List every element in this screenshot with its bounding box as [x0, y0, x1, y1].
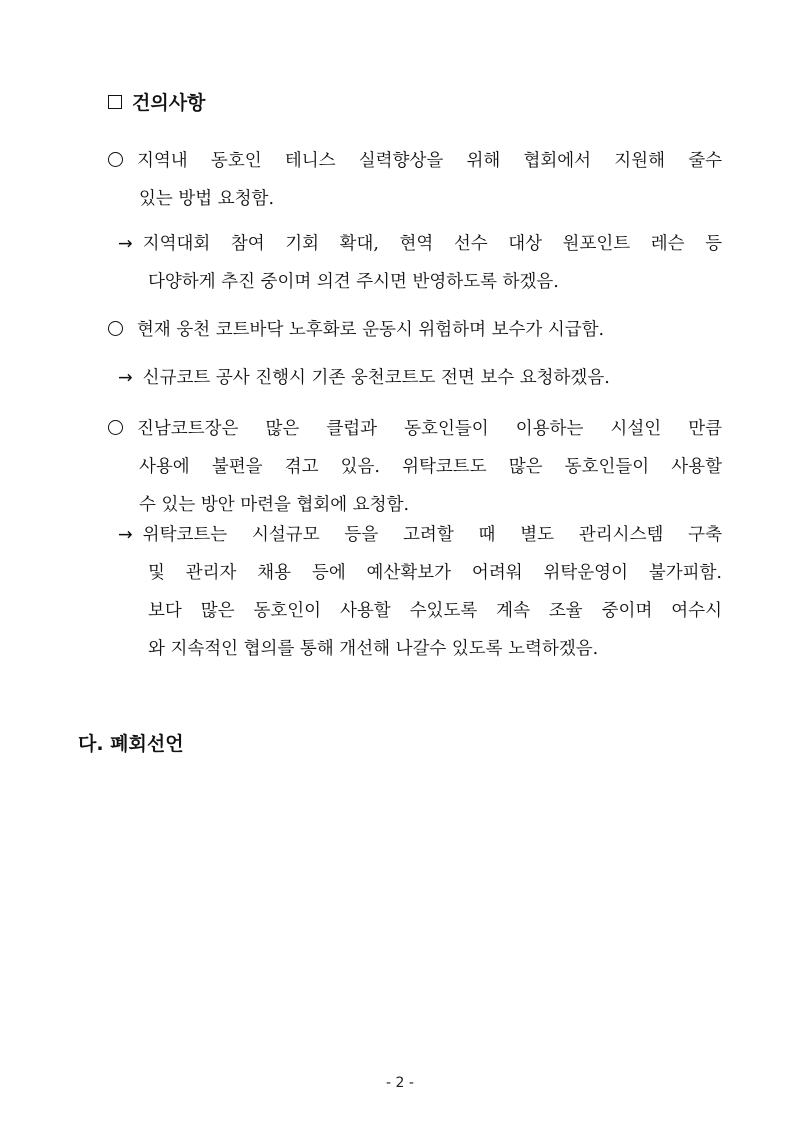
square-bullet-icon: [108, 95, 122, 109]
item-line: → 지역대회 참여 기회 확대, 현역 선수 대상 원포인트 레슨 등: [118, 225, 722, 263]
circle-bullet-icon: [108, 152, 123, 167]
item-line: 수 있는 방안 마련을 협회에 요청함.: [139, 495, 410, 515]
response-item: [118, 359, 722, 397]
item-line: → 위탁코트는 시설규모 등을 고려할 때 별도 관리시스템 구축: [118, 516, 722, 554]
circle-bullet-icon: [108, 420, 123, 435]
arrow-right-icon: →: [118, 525, 133, 545]
proposal-item: [108, 142, 722, 218]
proposal-item: [108, 410, 722, 524]
response-item: [118, 225, 722, 301]
section-title: 다. 폐회선언: [78, 733, 184, 755]
page-number: - 2 -: [386, 1075, 414, 1091]
item-line: 있는 방법 요청함.: [139, 189, 275, 209]
arrow-right-icon: →: [118, 368, 133, 388]
arrow-right-icon: →: [118, 234, 133, 254]
heading-text: 건의사항: [132, 92, 206, 114]
item-line: 및 관리자 채용 등에 예산확보가 어려워 위탁운영이 불가피함.: [148, 563, 722, 583]
proposals-heading: [108, 88, 205, 115]
response-item: [118, 516, 722, 668]
item-line: 지역내 동호인 테니스 실력향상을 위해 협회에서 지원해 줄수: [108, 142, 722, 180]
item-line: 다양하게 추진 중이며 의견 주시면 반영하도록 하겠음.: [148, 272, 559, 292]
item-line: 사용에 불편을 겪고 있음. 위탁코트도 많은 동호인들이 사용할: [139, 457, 722, 477]
item-line: 보다 많은 동호인이 사용할 수있도록 계속 조율 중이며 여수시: [148, 601, 722, 621]
proposal-item: [108, 311, 722, 349]
item-line: 진남코트장은 많은 클럽과 동호인들이 이용하는 시설인 만큼: [108, 410, 722, 448]
item-line: 와 지속적인 협의를 통해 개선해 나갈수 있도록 노력하겠음.: [148, 639, 599, 659]
item-line: 현재 웅천 코트바닥 노후화로 운동시 위험하며 보수가 시급함.: [108, 311, 722, 349]
circle-bullet-icon: [108, 321, 123, 336]
item-line: → 신규코트 공사 진행시 기존 웅천코트도 전면 보수 요청하겠음.: [118, 359, 722, 397]
